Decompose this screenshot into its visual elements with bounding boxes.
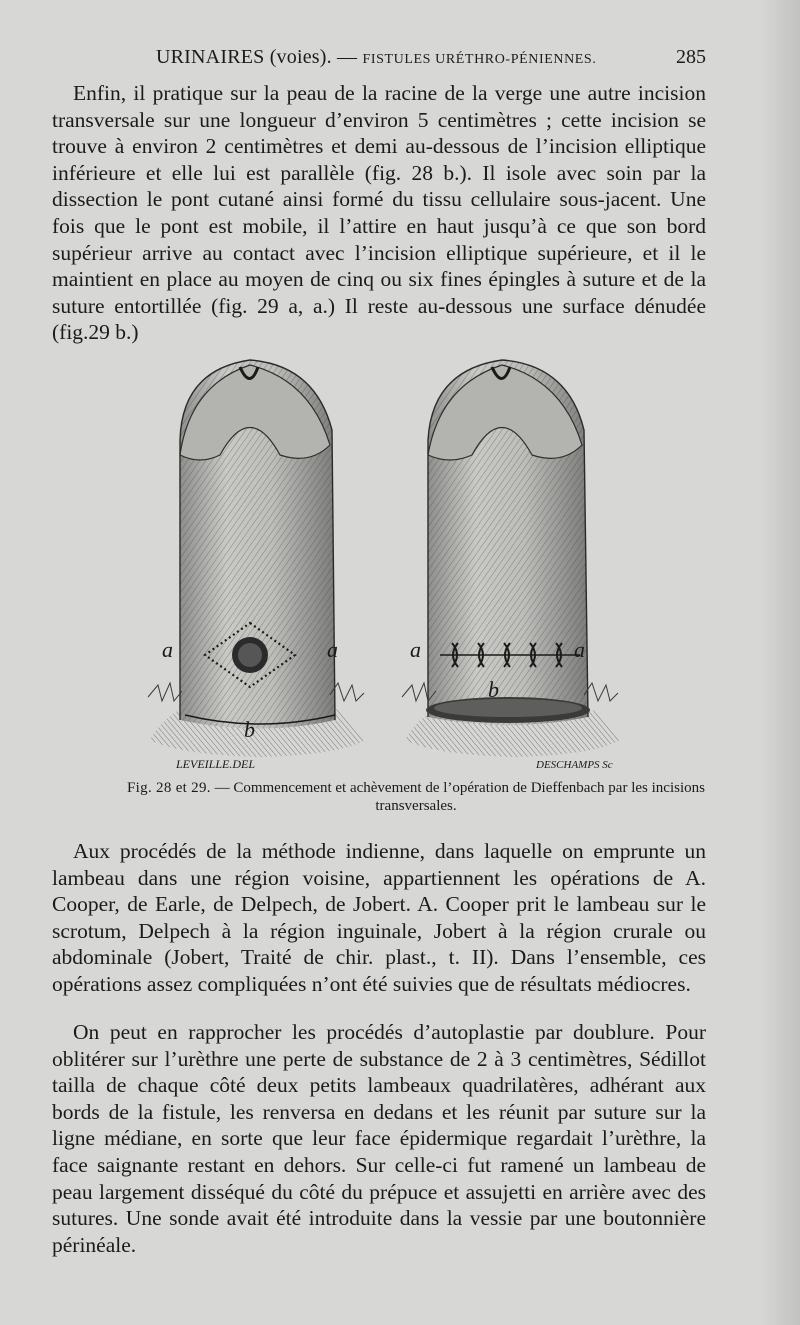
paragraph-text: Aux procédés de la méthode indienne, dans laquelle on emprunte un lambeau dans une région voisine, appartiennent les opérations de A. Cooper, de Earle, de Delpech, de Jobert. A. Cooper prit le lambeau sur le scrotum, Delpech à la région inguinale, Jobert à la région crurale ou abdominale (Jobert, Traité de chir. plast., t. II). Dans l’ensemble, ces opérations assez compliquées n’ont été suivies que de résultats médiocres. [52,839,706,996]
figure-29-drawing [402,360,620,771]
paragraph-3 [52,1019,706,1258]
engraver-credit-right: DESCHAMPS Sc [536,759,613,771]
engraver-credit-left: LEVEILLE.DEL [176,757,256,771]
label-28-b: b [244,717,255,742]
figure-svg [140,345,670,775]
paragraph-text: On peut en rapprocher les procédés d’autoplastie par doublure. Pour oblitérer sur l’urèthre une perte de substance de 2 à 3 centimètres, Sédillot tailla de chaque côté deux petits lambeaux quadrilatères, adhérant aux bords de la fistule, les renversa en dedans et les réunit par suture sur la ligne médiane, en sorte que leur face épidermique regardait l’urèthre, la face saignante restant en dehors. Sur celle-ci fut ramené un lambeau de peau largement disséqué du côté du prépuce et assujetti en arrière avec des sutures. Une sonde avait été introduite dans la vessie par une boutonnière périnéale. [52,1020,706,1257]
running-head-dash: — [337,46,358,68]
page-header [72,42,706,74]
page-number: 285 [676,46,706,68]
label-29-b: b [488,677,499,702]
label-28-a-left: a [162,637,173,662]
figure-28-drawing [148,360,365,771]
label-29-a-right: a [574,637,585,662]
page-shadow [760,0,800,1325]
running-head [156,46,596,69]
paragraph-text: Enfin, il pratique sur la peau de la racine de la verge une autre incision transversale sur une longueur d’environ 5 centimètres ; cette incision se trouve à environ 2 centimètres et demi au-dessous de l’incision elliptique inférieure et elle lui est parallèle (fig. 28 b.). Il isole avec soin par la dissection le pont cutané ainsi formé du tissu cellulaire sous-jacent. Une fois que le pont est mobile, il l’attire en haut jusqu’à ce que son bord supérieur arrive au contact avec l’incision elliptique supérieure, et il le maintient en place au moyen de cinq ou six fines épingles à suture et de la suture entortillée (fig. 29 a, a.) Il reste au-dessous une surface dénudée (fig.29 b.) [52,81,706,345]
caption-label: Fig. 28 et 29. [127,780,211,796]
paragraph-1 [52,80,706,346]
label-28-a-right: a [327,637,338,662]
running-head-main: URINAIRES [156,46,265,68]
caption-dash: — [214,780,230,796]
figure-illustration [140,345,670,775]
running-head-section: FISTULES URÉTHRO-PÉNIENNES. [362,52,597,67]
caption-text: Commencement et achèvement de l’opération de Dieffenbach par les incisions transversales. [233,780,705,814]
paragraph-2 [52,838,706,998]
figure-caption [96,779,736,815]
label-29-a-left: a [410,637,421,662]
running-head-voies: (voies). [269,46,332,68]
